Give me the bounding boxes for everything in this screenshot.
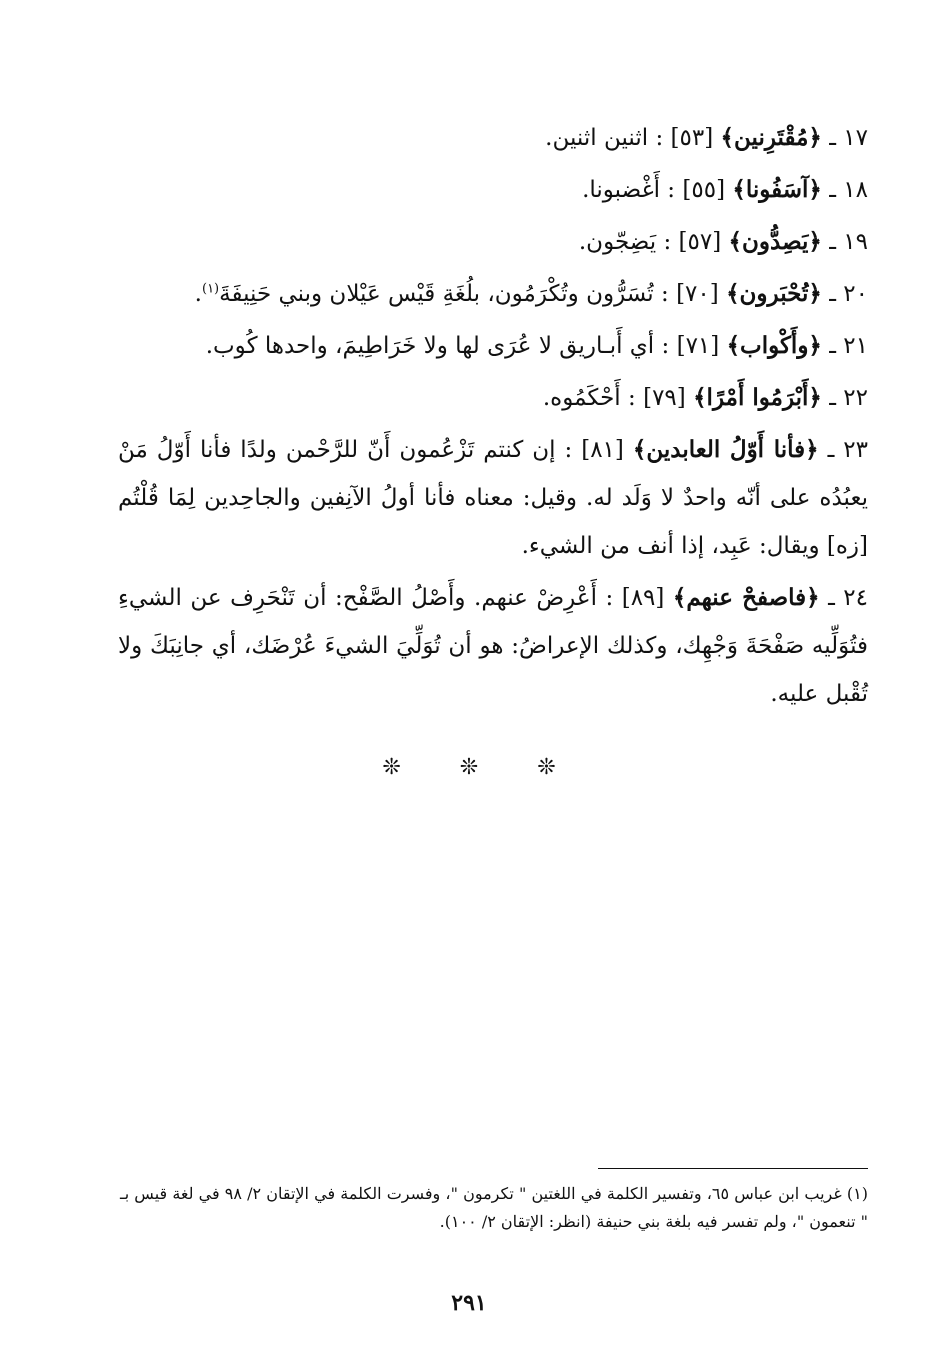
main-text bbox=[118, 114, 868, 722]
verse-reference: [٧١] bbox=[676, 333, 720, 359]
entry-18 bbox=[118, 166, 868, 214]
entry-number: ١٧ ـ bbox=[829, 125, 868, 151]
ornament-star-icon: ❊ bbox=[459, 755, 479, 780]
section-separator bbox=[0, 755, 938, 780]
entry-number: ٢٣ ـ bbox=[827, 437, 868, 463]
verse-reference: [٥٥] bbox=[682, 177, 726, 203]
verse-reference: [٧٩] bbox=[643, 385, 686, 411]
entry-number: ٢٤ ـ bbox=[828, 585, 869, 611]
entry-number: ١٩ ـ bbox=[829, 229, 868, 255]
entry-21 bbox=[118, 322, 868, 370]
verse-reference: [٧٠] bbox=[676, 281, 719, 307]
entry-22 bbox=[118, 374, 868, 422]
entry-gloss: : أي أَبـاريق لا عُرَى لها ولا خَرَاطِيمَ، واحدها كُوب. bbox=[205, 333, 670, 359]
footnote-reference[interactable]: (١) bbox=[201, 281, 220, 297]
entry-number: ١٨ ـ bbox=[829, 177, 868, 203]
ornament-star-icon: ❊ bbox=[537, 755, 556, 780]
entry-number: ٢٠ ـ bbox=[829, 281, 868, 307]
footnote bbox=[120, 1180, 868, 1236]
entry-number: ٢٢ ـ bbox=[829, 385, 868, 411]
entry-gloss: : تُسَرُّون وتُكْرَمُون، بلُغَةِ قَيْس عَيْلان وبني حَنِيفَةَ bbox=[219, 281, 669, 307]
entry-headword: ﴿وأَكْواب﴾ bbox=[726, 332, 822, 359]
entry-gloss: : اثنين اثنين. bbox=[545, 125, 664, 151]
entry-headword: ﴿يَصِدُّون﴾ bbox=[728, 228, 822, 255]
entry-headword: ﴿مُقْتَرِنين﴾ bbox=[720, 124, 822, 151]
entry-19 bbox=[118, 218, 868, 266]
footnote-marker: (١) bbox=[846, 1184, 868, 1203]
entry-17 bbox=[118, 114, 868, 162]
entry-gloss: : إن كنتم تَزْعُمون أَنّ للرَّحْمن ولدًا فأنا أَوّلُ مَنْ يعبُدُه على أنّه واحدٌ لا وَلَد له. وقيل: معناه فأنا أولُ الآنِفين والجاحِدين لِمَا قُلْتُم [زه] ويقال: عَبِد، إذا أنف من الشيء. bbox=[118, 437, 868, 559]
entry-20 bbox=[118, 270, 868, 318]
entry-headword: ﴿آسَفُونا﴾ bbox=[732, 176, 822, 203]
verse-reference: [٨٩] bbox=[621, 585, 665, 611]
page-number: ٢٩١ bbox=[451, 1290, 487, 1316]
verse-reference: [٨١] bbox=[581, 437, 624, 463]
verse-reference: [٥٣] bbox=[670, 125, 714, 151]
entry-gloss: : أَعْرِضْ عنهم. وأَصْلُ الصَّفْح: أن تَنْحَرِف عن الشيءِ فتُوَلِّيه صَفْحَةَ وَجْهِك، وكذلك الإعراضُ: هو أن تُوَلِّيَ الشيءَ عُرْضَك، أي جانِبَكَ ولا تُقْبل عليه. bbox=[118, 585, 868, 707]
entry-gloss-end: . bbox=[194, 281, 202, 307]
entry-number: ٢١ ـ bbox=[829, 333, 868, 359]
entry-headword: ﴿أَبْرَمُوا أَمْرًا﴾ bbox=[693, 384, 822, 411]
footnote-divider bbox=[598, 1168, 868, 1169]
entry-24 bbox=[118, 574, 868, 718]
ornament-star-icon: ❊ bbox=[382, 755, 401, 780]
entry-gloss: : أَغْضبونا. bbox=[582, 177, 676, 203]
entry-headword: ﴿فاصفحْ عنهم﴾ bbox=[672, 584, 820, 611]
entry-headword: ﴿تُحْبَرون﴾ bbox=[726, 280, 822, 307]
entry-gloss: : يَضِجّون. bbox=[578, 229, 672, 255]
entry-headword: ﴿فأنا أَوّلُ العابدين﴾ bbox=[632, 436, 819, 463]
entry-gloss: : أَحْكَمُوه. bbox=[542, 385, 636, 411]
entry-23 bbox=[118, 426, 868, 570]
verse-reference: [٥٧] bbox=[678, 229, 722, 255]
footnote-text: غريب ابن عباس ٦٥، وتفسير الكلمة في اللغتين " تكرمون "، وفسرت الكلمة في الإتقان ٢/ ٩٨ في لغة قيس بـ " تنعمون "، ولم تفسر فيه بلغة بني حنيفة (انظر: الإتقان ٢/ ١٠٠). bbox=[120, 1184, 868, 1231]
